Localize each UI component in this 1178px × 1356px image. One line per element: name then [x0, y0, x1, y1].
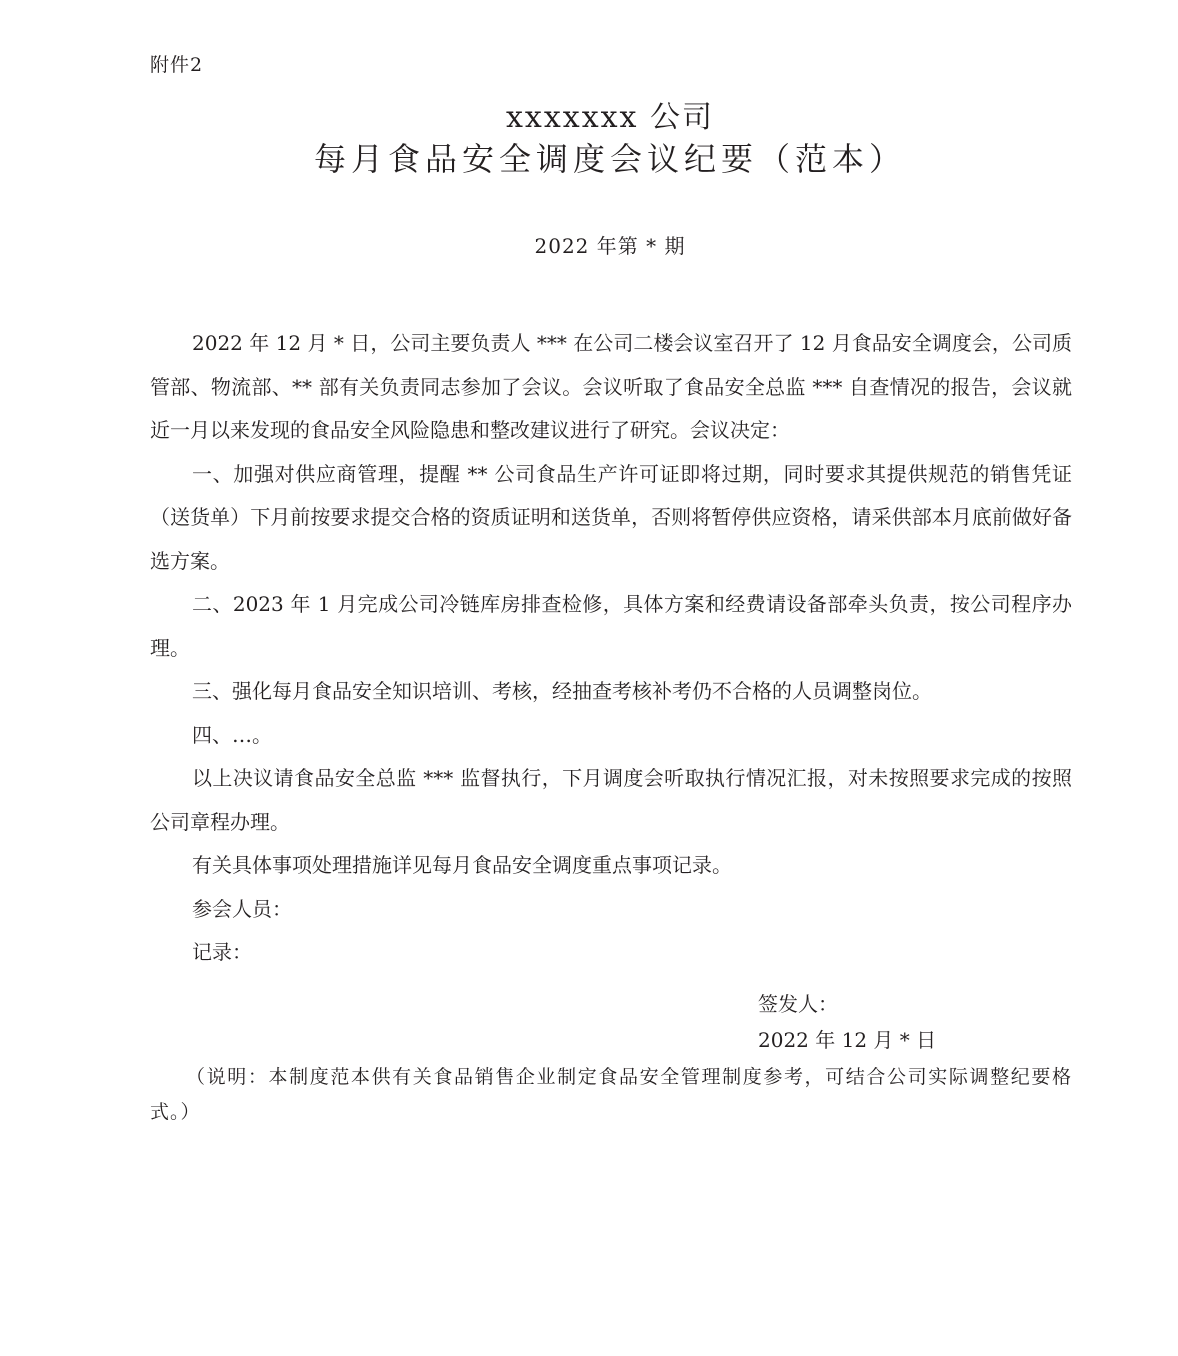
paragraph-supervision: 以上决议请食品安全总监 *** 监督执行，下月调度会听取执行情况汇报，对未按照要求完成的按照公司章程办理。: [150, 766, 1072, 834]
issue-number: 2022 年第 * 期: [534, 234, 686, 258]
paragraph-intro: 2022 年 12 月 * 日，公司主要负责人 *** 在公司二楼会议室召开了 12 月食品安全调度会，公司质管部、物流部、** 部有关负责同志参加了会议。会议听取了食品安全总监 *** 自查情况的报告，会议就近一月以来发现的食品安全风险隐患和整改建议进行了研究。会议决定：: [150, 331, 1072, 442]
paragraph-details: 有关具体事项处理措施详见每月食品安全调度重点事项记录。: [192, 853, 732, 877]
company-title: xxxxxxx 公司: [506, 100, 714, 135]
explanatory-note: （说明：本制度范本供有关食品销售企业制定食品安全管理制度参考，可结合公司实际调整纪要格式。）: [150, 1066, 1072, 1123]
minutes-body: [150, 322, 1072, 975]
annex-label: 附件2: [150, 54, 204, 76]
signer-label: 签发人：: [758, 992, 838, 1016]
paragraph-decision-2: 二、2023 年 1 月完成公司冷链库房排查检修，具体方案和经费请设备部牵头负责，按公司程序办理。: [150, 592, 1072, 660]
paragraph-decision-1: 一、加强对供应商管理，提醒 ** 公司食品生产许可证即将过期，同时要求其提供规范的销售凭证（送货单）下月前按要求提交合格的资质证明和送货单，否则将暂停供应资格，请采供部本月底前做好备选方案。: [150, 461, 1072, 573]
paragraph-decision-3: 三、强化每月食品安全知识培训、考核，经抽查考核补考仍不合格的人员调整岗位。: [192, 679, 932, 703]
sign-date: 2022 年 12 月 * 日: [758, 1028, 937, 1052]
paragraph-decision-4: 四、…。: [192, 722, 272, 747]
document-title: 每月食品安全调度会议纪要（范本）: [313, 140, 906, 178]
recorder-label: 记录：: [192, 940, 252, 964]
attendees-label: 参会人员：: [192, 896, 292, 921]
